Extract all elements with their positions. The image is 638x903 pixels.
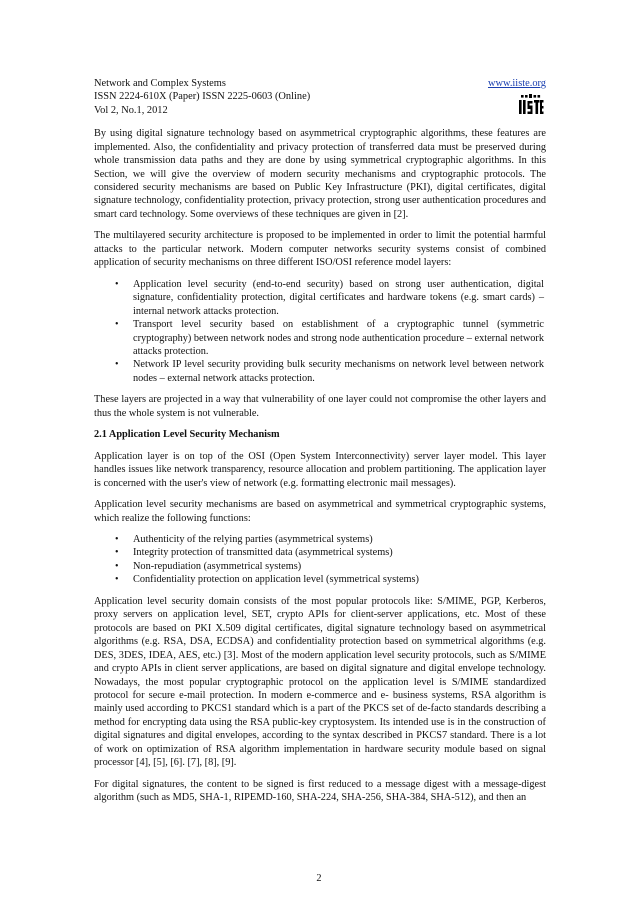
paragraph: For digital signatures, the content to be signed is first reduced to a message digest with a message-digest algorithm (such as MD5, SHA-1, RIPEMD-160, SHA-224, SHA-256, SHA-384, SHA-512), and then an bbox=[94, 778, 546, 804]
list-item: • Integrity protection of transmitted data (asymmetrical systems) bbox=[94, 546, 546, 559]
list-item: • Network IP level security providing bulk security mechanisms on network level between network nodes – external network attacks protection. bbox=[94, 358, 546, 385]
journal-name: Network and Complex Systems bbox=[94, 78, 226, 89]
list-item: • Non-repudiation (asymmetrical systems) bbox=[94, 560, 546, 573]
list-item: • Authenticity of the relying parties (asymmetrical systems) bbox=[94, 533, 546, 546]
volume-line: Vol 2, No.1, 2012 bbox=[94, 104, 168, 116]
page-body bbox=[94, 77, 546, 805]
page-number: 2 bbox=[316, 873, 322, 884]
paragraph: These layers are projected in a way that vulnerability of one layer could not compromise the other layers and thus the whole system is not vulnerable. bbox=[94, 394, 546, 419]
paragraph: Application level security domain consists of the most popular protocols like: S/MIME, PGP, Kerberos, proxy servers on application level, SET, crypto APIs for client-server applications, etc. Most of these protocols are based on PKI X.509 digital certificates, digital signature technology based on asymmetrical algorithms (e.g. RSA, DSA, ECDSA) and confidentiality protection based on symmetrical algorithms (e.g. DES, 3DES, IDEA, AES, etc.) [3]. Most of the modern application level security protocols, such as S/MIME and crypto APIs in client server applications, are based on digital signature and digital envelope technology. Nowadays, the most popular cryptographic protocol on the application level is S/MIME standardized protocol for secure e-mail protection. In modern e-commerce and e- business systems, RSA algorithm is mainly used according to PKCS1 standard which is a part of the PKCS set of de-facto standards describing a method for encrypting data using the RSA public-key cryptosystem. Its intended use is in the construction of digital signatures and digital envelopes, according to the syntax described in PKCS7 standard. There is a lot of work on optimization of RSA algorithm implementation in hardware security module based on signal processor [4], [5], [6]. [7], [8], [9]. bbox=[94, 595, 546, 769]
paragraph: Application level security mechanisms are based on asymmetrical and symmetrical cryptographic systems, which realize the following functions: bbox=[94, 499, 546, 524]
list-item: • Confidentiality protection on application level (symmetrical systems) bbox=[94, 573, 546, 586]
running-header bbox=[94, 77, 546, 117]
functions-list bbox=[94, 533, 546, 587]
website-link[interactable]: www.iiste.org bbox=[487, 78, 546, 89]
paragraph: The multilayered security architecture is proposed to be implemented in order to limit the potential harmful attacks to the particular network. Modern computer networks security systems consist of combined application of security mechanisms on three different ISO/OSI reference model layers: bbox=[94, 230, 546, 269]
iiste-logo bbox=[518, 94, 544, 116]
security-layers-list bbox=[94, 278, 546, 386]
paragraph: By using digital signature technology based on asymmetrical cryptographic algorithms, these features are implemented. Also, the confidentiality and privacy protection of transferred data must be preserved during whole transmission data paths and they are done by using symmetrical cryptographic algorithms. In this Section, we will give the overview of modern security mechanisms and cryptographic protocols. The considered security mechanisms are based on Public Key Infrastructure (PKI), digital certificates, digital signature technology, confidentiality protection, privacy protection, strong user authentication procedures and smart card technology. Some overviews of these techniques are given in [2]. bbox=[94, 128, 546, 220]
list-item: • Application level security (end-to-end security) based on strong user authentication, digital signature, confidentiality protection, digital certificates and hardware tokens (e.g. smart cards) – internal network attacks protection. bbox=[94, 278, 546, 318]
section-heading: 2.1 Application Level Security Mechanism bbox=[94, 429, 280, 441]
list-item: • Transport level security based on establishment of a cryptographic tunnel (symmetric cryptography) between network nodes and strong node authentication procedure – external network attacks protection. bbox=[94, 318, 546, 358]
issn-line: ISSN 2224-610X (Paper) ISSN 2225-0603 (Online) bbox=[94, 91, 311, 103]
paragraph: Application layer is on top of the OSI (Open System Interconnectivity) server layer model. This layer handles issues like network transparency, resource allocation and problem partitioning. The application layer is concerned with the user's view of network (e.g. formatting electronic mail messages). bbox=[94, 450, 546, 489]
